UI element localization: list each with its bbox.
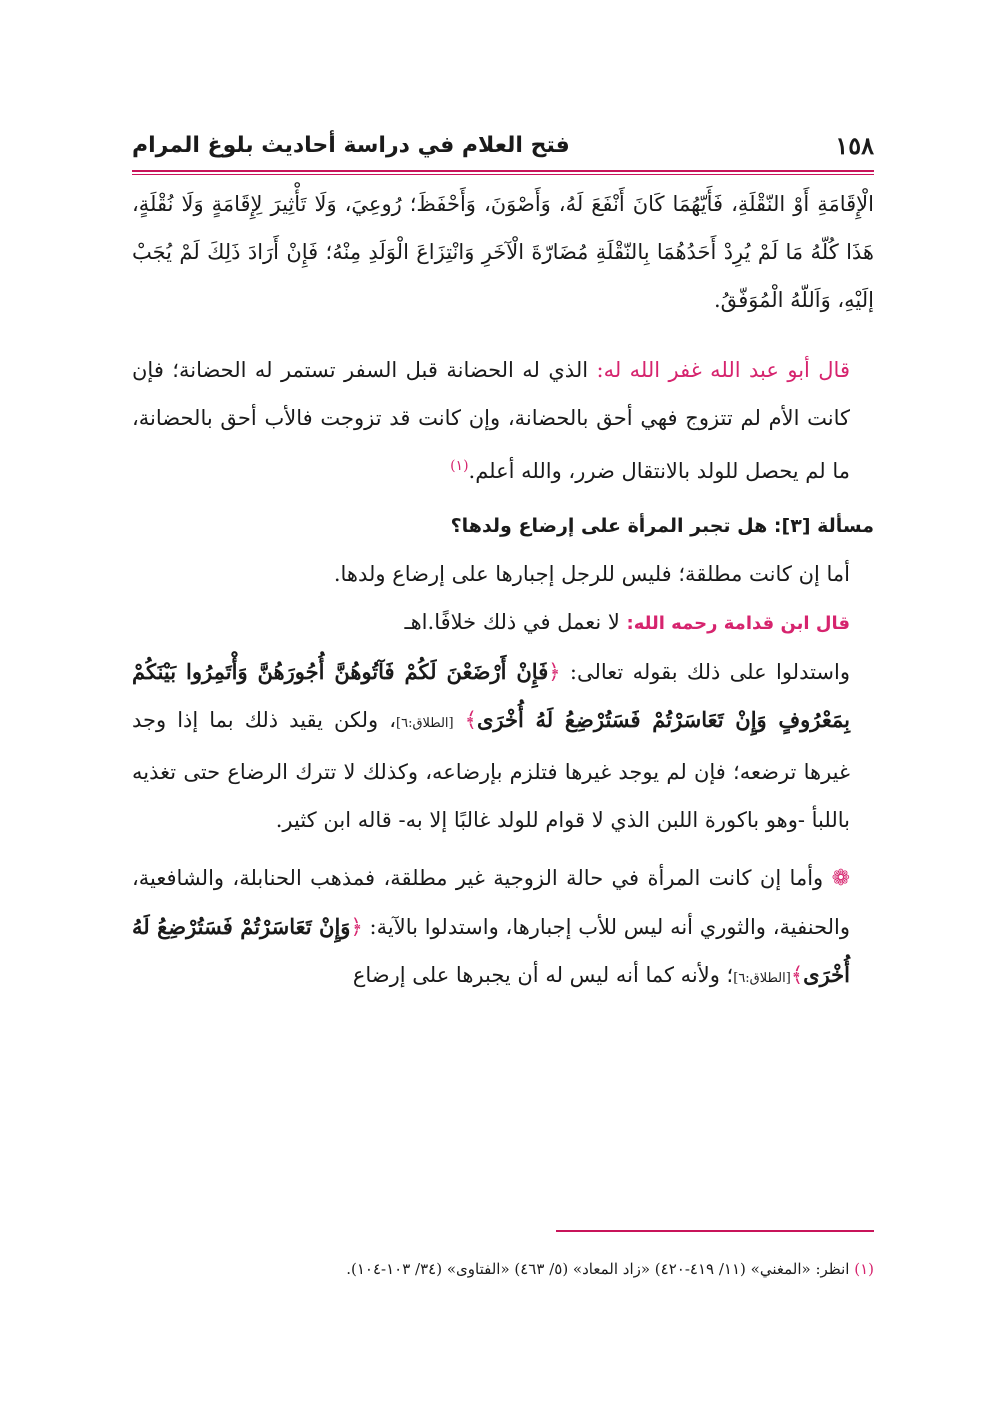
author-note [132, 346, 874, 495]
flower-bullet-icon: ❁ [831, 866, 850, 891]
ibn-qudama-quote [132, 598, 874, 648]
page-body [132, 180, 874, 1003]
verse-close-bracket: ﴾ [464, 708, 477, 732]
verse-close-bracket: ﴾ [790, 963, 804, 987]
quran-verse: وَإِنْ تَعَاسَرْتُمْ فَسَتُرْضِعُ لَهُ أُخْرَى [132, 914, 850, 987]
divorced-paragraph: أما إن كانت مطلقة؛ فليس للرجل إجبارها على إرضاع ولدها. [333, 562, 850, 586]
footnote-text: انظر: «المغني» (١١/ ٤١٩-٤٢٠) «زاد المعاد» (٥/ ٤٦٣) «الفتاوى» (٣٤/ ١٠٣-١٠٤). [346, 1260, 855, 1278]
verse-citation: [الطلاق:٦] [733, 971, 791, 986]
question-label: مسألة [٣]: [773, 515, 874, 537]
ibn-qudama-label: قال ابن قدامة رحمه الله: [626, 613, 850, 634]
evidence-intro: واستدلوا على ذلك بقوله تعالى: [560, 660, 850, 684]
quoted-passage: الْإِقَامَةِ أَوْ النّقْلَةِ، فَأَيّهُمَا كَانَ أَنْفَعَ لَهُ، وَأَصْوَنَ، وَأَحْفَظَ؛ رُوعِيَ، وَلَا تَأْثِيرَ لِإِقَامَةٍ وَلَا نُقْلَةٍ، هَذَا كُلّهُ مَا لَمْ يُرِدْ أَحَدُهُمَا بِالنّقْلَةِ مُضَارّةَ الْآخَرِ وَانْتِزَاعَ الْوَلَدِ مِنْهُ؛ فَإِنْ أَرَادَ ذَلِكَ لَمْ يُجَبْ إلَيْهِ، وَاَللّهُ الْمُوَفّقُ. [132, 192, 874, 312]
verse-open-bracket: ﴿ [350, 915, 363, 939]
quran-verse: فَإِنْ أَرْضَعْنَ لَكُمْ فَآتُوهُنَّ أُجُورَهُنَّ وَأْتَمِرُوا بَيْنَكُمْ بِمَعْرُوفٍ وَإِنْ تَعَاسَرْتُمْ فَسَتُرْضِعُ لَهُ أُخْرَى [132, 659, 850, 732]
footnote-number: (١) [854, 1260, 874, 1278]
page-number: ١٥٨ [835, 130, 874, 160]
verse-citation: [الطلاق:٦] [396, 716, 454, 731]
verse-open-bracket: ﴿ [548, 660, 561, 684]
evidence-text: ، ولكن يقيد ذلك بما إذا وجد غيرها ترضعه؛ فإن لم يوجد غيرها فتلزم بإرضاعه، وكذلك لا تترك الرضاع حتى تغذيه باللبأ -وهو باكورة اللبن الذي لا قوام للولد غالبًا إلا به- قاله ابن كثير. [132, 708, 850, 832]
footnote-reference[interactable]: (١) [450, 458, 469, 474]
page-header [132, 120, 874, 170]
question-text: هل تجبر المرأة على إرضاع ولدها؟ [450, 515, 774, 537]
author-note-text: الذي له الحضانة قبل السفر تستمر له الحضانة؛ فإن كانت الأم لم تتزوج فهي أحق بالحضانة، وإن كانت قد تزوجت فالأب أحق بالحضانة، ما لم يحصل للولد بالانتقال ضرر، والله أعلم. [132, 358, 850, 483]
question-heading [132, 501, 874, 550]
married-continuation: ؛ ولأنه كما أنه ليس له أن يجبرها على إرضاع [352, 963, 734, 987]
header-divider [132, 170, 874, 175]
ibn-qudama-text: لا نعمل في ذلك خلافًا.اهـ [404, 610, 627, 634]
author-note-label: قال أبو عبد الله غفر الله له: [596, 358, 850, 382]
married-paragraph [132, 854, 874, 1003]
married-text: وأما إن كانت المرأة في حالة الزوجية غير مطلقة، فمذهب الحنابلة، والشافعية، والحنفية، والثوري أنه ليس للأب إجبارها، واستدلوا بالآية: [132, 866, 850, 939]
book-title: فتح العلام في دراسة أحاديث بلوغ المرام [132, 132, 570, 158]
footnote [132, 1256, 874, 1282]
evidence-paragraph [132, 648, 874, 844]
footnote-divider [556, 1230, 874, 1232]
